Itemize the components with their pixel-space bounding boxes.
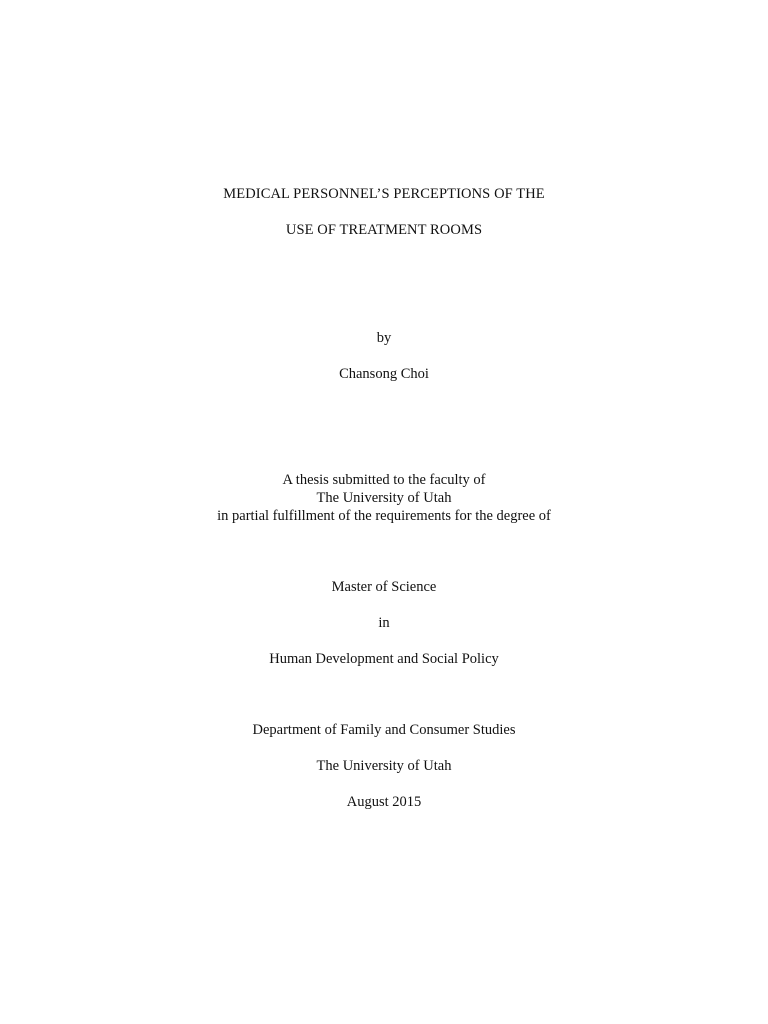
submission-line-2: The University of Utah <box>316 490 452 506</box>
submission-line-1: A thesis submitted to the faculty of <box>282 472 486 488</box>
degree-field: Human Development and Social Policy <box>269 651 499 667</box>
submission-date: August 2015 <box>346 794 422 810</box>
degree-connector: in <box>378 615 390 631</box>
author-name: Chansong Choi <box>339 366 429 382</box>
thesis-title-line-2: USE OF TREATMENT ROOMS <box>285 222 483 238</box>
by-label: by <box>376 330 392 346</box>
university-name: The University of Utah <box>316 758 452 774</box>
degree-name: Master of Science <box>331 579 437 595</box>
submission-line-3: in partial fulfillment of the requirements for the degree of <box>217 508 551 524</box>
thesis-title-line-1: MEDICAL PERSONNEL’S PERCEPTIONS OF THE <box>223 186 545 202</box>
department-name: Department of Family and Consumer Studies <box>252 722 516 738</box>
